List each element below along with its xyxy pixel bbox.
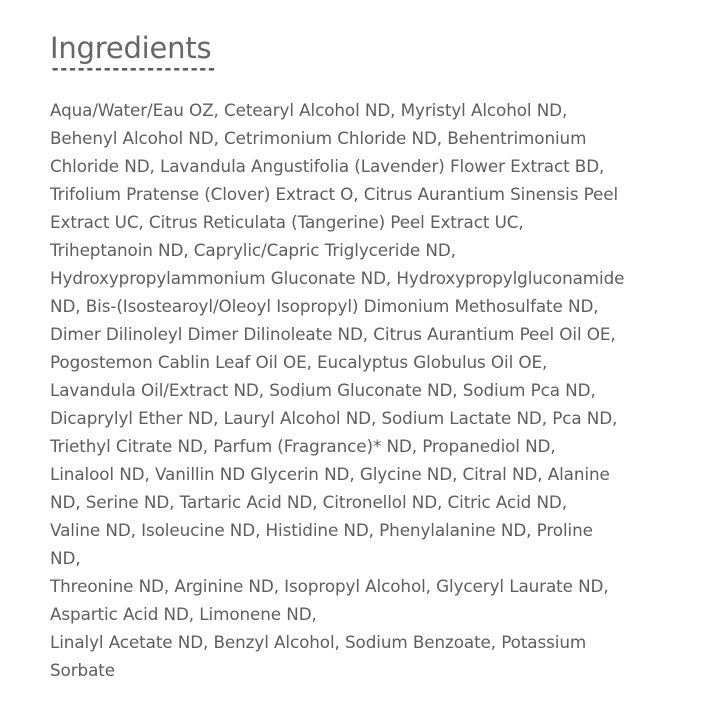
title-divider: -------------------	[50, 59, 216, 79]
ingredients-line: Trifolium Pratense (Clover) Extract O, Citrus Aurantium Sinensis Peel	[50, 184, 619, 204]
ingredients-list	[50, 96, 675, 684]
ingredients-line: Linalool ND, Vanillin ND Glycerin ND, Glycine ND, Citral ND, Alanine	[50, 464, 610, 484]
ingredients-line: Chloride ND, Lavandula Angustifolia (Lavender) Flower Extract BD,	[50, 156, 605, 176]
ingredients-line: Aspartic Acid ND, Limonene ND,	[50, 604, 317, 624]
ingredients-line: Linalyl Acetate ND, Benzyl Alcohol, Sodium Benzoate, Potassium	[50, 632, 587, 652]
page-title: Ingredients	[50, 31, 212, 65]
ingredients-line: ND,	[50, 548, 81, 568]
ingredients-line: ND, Bis-(Isostearoyl/Oleoyl Isopropyl) Dimonium Methosulfate ND,	[50, 296, 599, 316]
ingredients-line: Sorbate	[50, 660, 115, 680]
ingredients-line: Extract UC, Citrus Reticulata (Tangerine) Peel Extract UC,	[50, 212, 524, 232]
ingredients-line: Aqua/Water/Eau OZ, Cetearyl Alcohol ND, Myristyl Alcohol ND,	[50, 100, 568, 120]
ingredients-line: Triheptanoin ND, Caprylic/Capric Triglyceride ND,	[50, 240, 456, 260]
ingredients-line: Triethyl Citrate ND, Parfum (Fragrance)* ND, Propanediol ND,	[50, 436, 556, 456]
ingredients-line: Pogostemon Cablin Leaf Oil OE, Eucalyptus Globulus Oil OE,	[50, 352, 548, 372]
ingredients-paragraph	[50, 96, 675, 572]
ingredients-line: Hydroxypropylammonium Gluconate ND, Hydroxypropylgluconamide	[50, 268, 625, 288]
ingredients-line: Dimer Dilinoleyl Dimer Dilinoleate ND, Citrus Aurantium Peel Oil OE,	[50, 324, 616, 344]
ingredients-line: Dicaprylyl Ether ND, Lauryl Alcohol ND, Sodium Lactate ND, Pca ND,	[50, 408, 618, 428]
ingredients-panel	[50, 28, 675, 684]
ingredients-line: Lavandula Oil/Extract ND, Sodium Gluconate ND, Sodium Pca ND,	[50, 380, 596, 400]
ingredients-paragraph	[50, 628, 675, 684]
ingredients-paragraph	[50, 572, 675, 628]
ingredients-line: Behenyl Alcohol ND, Cetrimonium Chloride ND, Behentrimonium	[50, 128, 587, 148]
ingredients-line: ND, Serine ND, Tartaric Acid ND, Citronellol ND, Citric Acid ND,	[50, 492, 567, 512]
ingredients-line: Valine ND, Isoleucine ND, Histidine ND, Phenylalanine ND, Proline	[50, 520, 593, 540]
ingredients-line: Threonine ND, Arginine ND, Isopropyl Alcohol, Glyceryl Laurate ND,	[50, 576, 609, 596]
